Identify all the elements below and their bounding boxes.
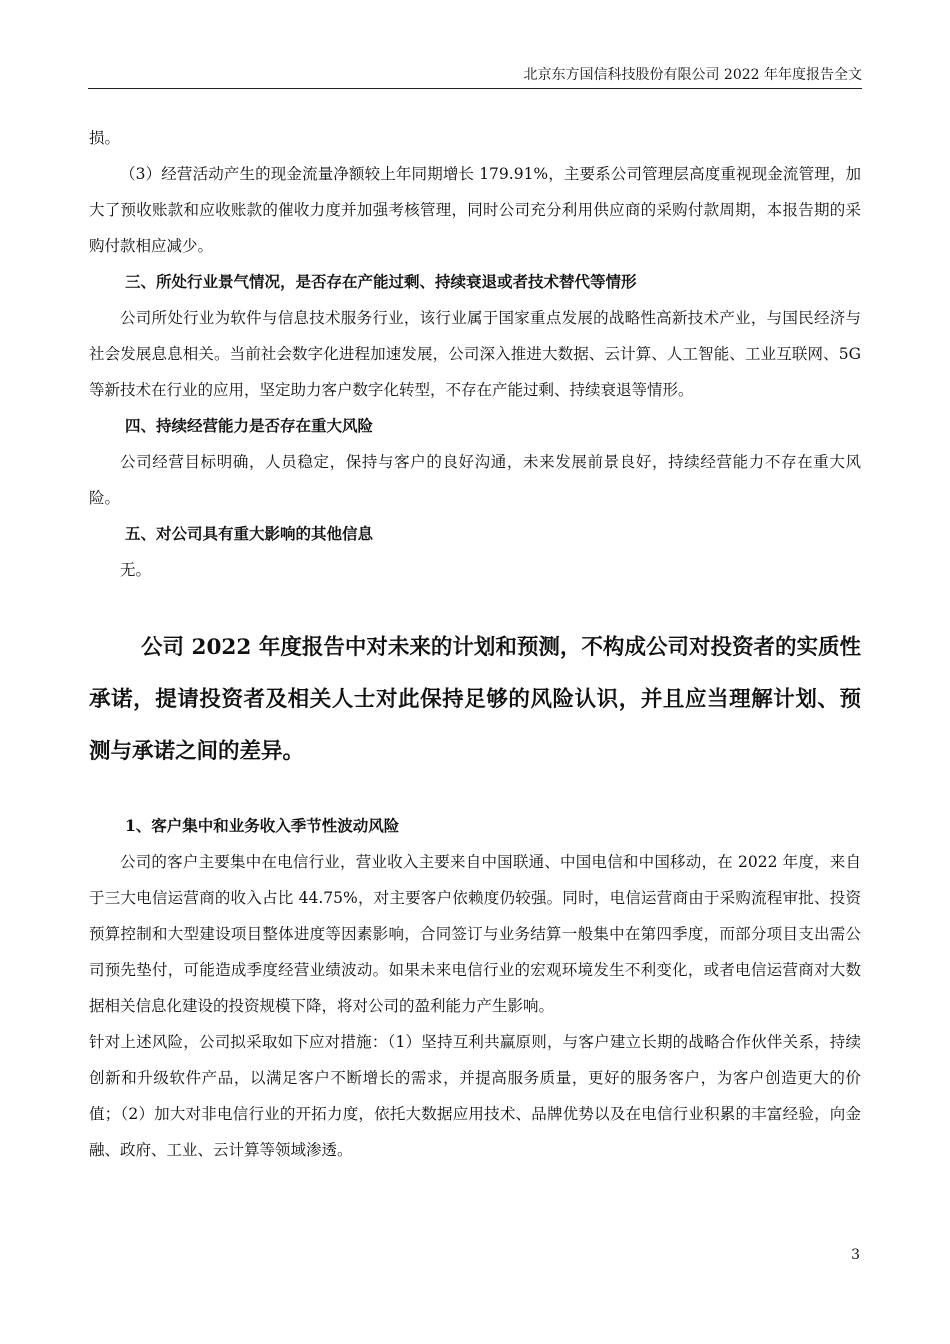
section-heading-4: 四、持续经营能力是否存在重大风险 bbox=[125, 416, 374, 435]
forward-looking-notice: 公司 2022 年度报告中对未来的计划和预测，不构成公司对投资者的实质性承诺，提请投资者及相关人士对此保持足够的风险认识，并且应当理解计划、预测与承诺之间的差异。 bbox=[89, 635, 861, 764]
page-header bbox=[88, 62, 862, 89]
paragraph-risk1-measures: 针对上述风险，公司拟采取如下应对措施：（1）坚持互利共赢原则，与客户建立长期的战略合作伙伴关系，持续创新和升级软件产品，以满足客户不断增长的需求，并提高服务质量，更好的服务客户，为客户创造更大的价值；（2）加大对非电信行业的开拓力度，依托大数据应用技术、品牌优势以及在电信行业积累的丰富经验，向金融、政府、工业、云计算等领域渗透。 bbox=[89, 1033, 861, 1159]
paragraph-cashflow: （3）经营活动产生的现金流量净额较上年同期增长 179.91%，主要系公司管理层高度重视现金流管理，加大了预收账款和应收账款的催收力度并加强考核管理，同时公司充分利用供应商的采购付款周期，本报告期的采购付款相应减少。 bbox=[89, 165, 861, 255]
paragraph-continuation: 损。 bbox=[89, 129, 121, 147]
document-body bbox=[89, 120, 861, 1168]
paragraph-risk1-description: 公司的客户主要集中在电信行业，营业收入主要来自中国联通、中国电信和中国移动，在 2022 年度，来自于三大电信运营商的收入占比 44.75%，对主要客户依赖度仍较强。同时，电信运营商由于采购流程审批、投资预算控制和大型建设项目整体进度等因素影响，合同签订与业务结算一般集中在第四季度，而部分项目支出需公司预先垫付，可能造成季度经营业绩波动。如果未来电信行业的宏观环境发生不利变化，或者电信运营商对大数据相关信息化建设的投资规模下降，将对公司的盈利能力产生影响。 bbox=[89, 853, 861, 1015]
paragraph-going-concern: 公司经营目标明确，人员稳定，保持与客户的良好沟通，未来发展前景良好，持续经营能力不存在重大风险。 bbox=[89, 453, 861, 507]
page-number: 3 bbox=[851, 1247, 860, 1263]
section-heading-3: 三、所处行业景气情况，是否存在产能过剩、持续衰退或者技术替代等情形 bbox=[125, 272, 637, 291]
header-title: 北京东方国信科技股份有限公司 2022 年年度报告全文 bbox=[523, 67, 862, 83]
risk-heading-1: 1、客户集中和业务收入季节性波动风险 bbox=[125, 816, 400, 835]
section-heading-5: 五、对公司具有重大影响的其他信息 bbox=[125, 524, 374, 543]
paragraph-industry: 公司所处行业为软件与信息技术服务行业，该行业属于国家重点发展的战略性高新技术产业，与国民经济与社会发展息息相关。当前社会数字化进程加速发展，公司深入推进大数据、云计算、人工智能、工业互联网、5G 等新技术在行业的应用，坚定助力客户数字化转型，不存在产能过剩、持续衰退等情形。 bbox=[89, 309, 861, 399]
paragraph-none: 无。 bbox=[120, 561, 152, 579]
